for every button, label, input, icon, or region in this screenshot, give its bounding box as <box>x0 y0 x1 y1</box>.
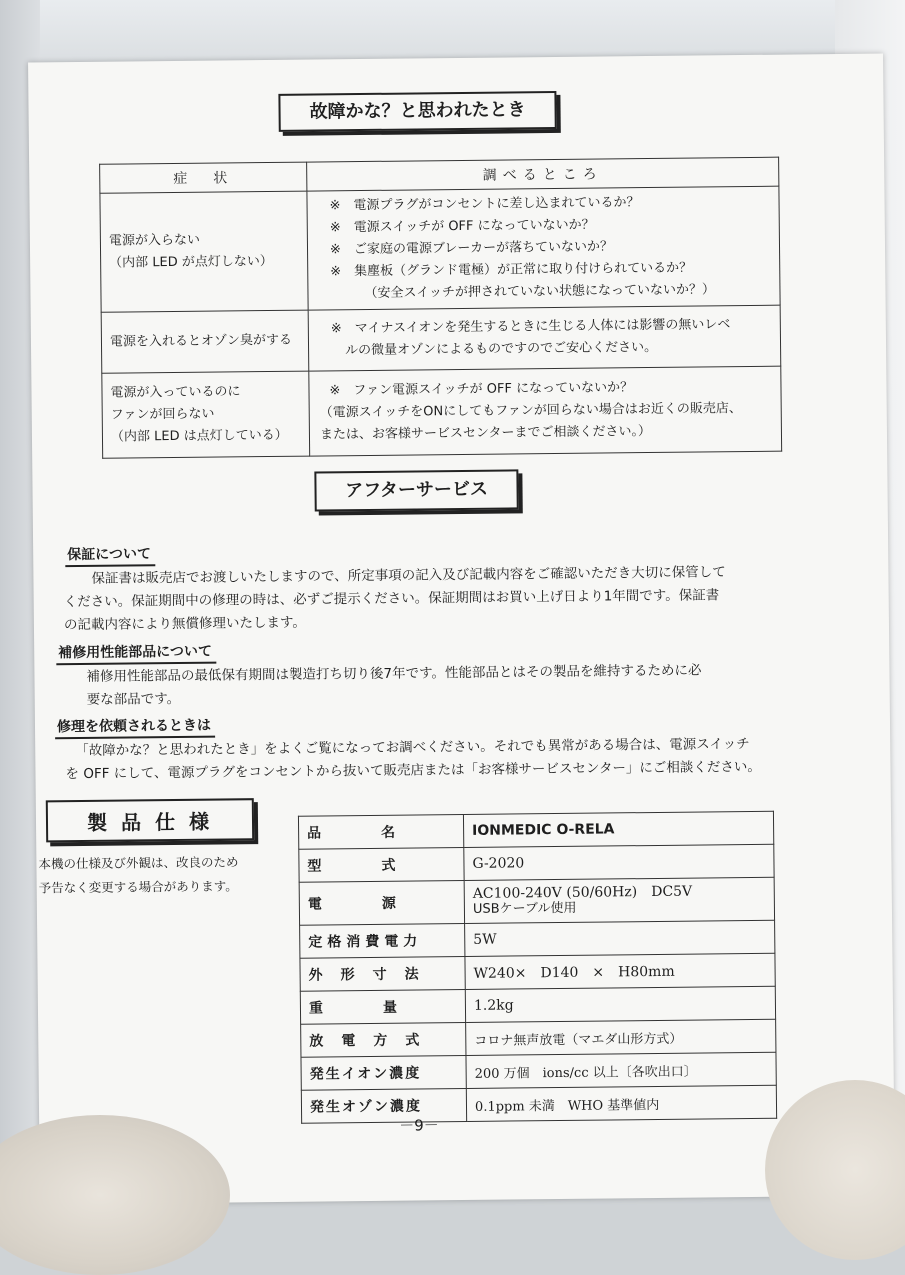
repair-parts-line: 補修用性能部品の最低保有期間は製造打ち切り後7年です。性能部品とはその製品を維持するために必 <box>86 662 702 685</box>
repair-request-line: を OFF にして、電源プラグをコンセントから抜いて販売店または「お客様サービスセンター」にご相談ください。 <box>65 758 761 783</box>
specs-note-line: 本機の仕様及び外観は、改良のため <box>38 854 239 872</box>
spec-value-line: 0.1ppm 未満 WHO 基準値内 <box>474 1097 660 1115</box>
symptom-cell <box>102 371 310 458</box>
spec-key-text: 定格消費電力 <box>308 933 423 951</box>
check-cell <box>308 305 781 371</box>
spec-key <box>298 814 463 849</box>
spec-key-text: 重量 <box>308 999 458 1017</box>
col-symptom-header: 症 状 <box>100 162 307 193</box>
check-line: ※ マイナスイオンを発生するときに生じる人体には影響の無いレベ <box>330 317 731 337</box>
check-cell <box>307 186 780 310</box>
symptom-line: （内部 LED は点灯している） <box>110 427 288 445</box>
table-row <box>300 953 775 991</box>
spec-value <box>464 877 774 923</box>
spec-value <box>466 1052 776 1088</box>
spec-value <box>465 986 775 1022</box>
table-row <box>100 186 780 312</box>
manual-page <box>28 54 895 1205</box>
table-row <box>301 1085 776 1123</box>
check-line: （電源スイッチをONにしてもファンが回らない場合はお近くの販売店、 <box>319 401 742 421</box>
table-row <box>300 986 775 1024</box>
check-line: ※ 電源プラグがコンセントに差し込まれているか？ <box>329 195 640 214</box>
warranty-label: 保証について <box>65 543 155 567</box>
table-row <box>300 920 775 958</box>
spec-value-line: USBケーブル使用 <box>472 900 577 917</box>
repair-request-line: 「故障かな？と思われたとき」をよくご覧になってお調べください。それでも異常がある場合は、電源スイッチ <box>75 735 750 760</box>
spec-value <box>466 1019 776 1055</box>
specs-table <box>298 811 777 1124</box>
symptom-cell <box>101 310 309 373</box>
check-line: ※ 集塵板（グランド電極）が正常に取り付けられているか？ <box>330 260 693 280</box>
specs-note <box>38 850 288 901</box>
symptom-line: 電源が入っているのに <box>110 384 241 401</box>
spec-key-text: 品名 <box>307 824 456 842</box>
repair-request-label: 修理を依頼されるときは <box>55 715 215 740</box>
spec-value <box>464 844 774 880</box>
check-line: ※ ご家庭の電源ブレーカーが落ちていないか？ <box>329 239 614 258</box>
table-row <box>301 1052 776 1090</box>
symptom-line: （内部 LED が点灯しない） <box>109 253 273 271</box>
check-line: ルの微量オゾンによるものですのでご安心ください。 <box>345 339 658 359</box>
troubleshooting-table <box>99 157 782 459</box>
spec-value <box>466 1085 776 1121</box>
table-row <box>298 811 773 849</box>
symptom-line: ファンが回らない <box>110 406 215 423</box>
check-cell <box>309 366 782 456</box>
spec-value-line: コロナ無声放電（マエダ山形方式） <box>474 1031 683 1049</box>
spec-key-text: 電源 <box>307 895 456 913</box>
warranty-line: の記載内容により無償修理いたします。 <box>63 614 306 634</box>
spec-key <box>299 847 464 882</box>
check-line: または、お客様サービスセンターまでご相談ください。） <box>319 424 652 443</box>
spec-value-line: W240× D140 × H80mm <box>473 963 675 982</box>
spec-value-line: 200 万個 ions/cc 以上〔各吹出口〕 <box>474 1064 697 1082</box>
table-row <box>101 305 781 373</box>
spec-key <box>299 880 464 925</box>
repair-parts-text <box>64 658 844 712</box>
spec-key <box>300 923 465 958</box>
repair-parts-label: 補修用性能部品について <box>56 641 216 666</box>
spec-value <box>463 811 773 847</box>
after-service-title: アフターサービス <box>314 469 518 511</box>
repair-request-text <box>65 732 855 786</box>
warranty-line: ください。保証期間中の修理の時は、必ずご提示ください。保証期間はお買い上げ日より1年間です。保証書 <box>63 587 720 611</box>
spec-value <box>465 953 775 989</box>
symptom-line: 電源が入らない <box>108 232 201 249</box>
spec-key <box>300 989 465 1024</box>
col-check-header: 調べるところ <box>307 157 779 191</box>
spec-key-text: 放電方式 <box>309 1032 438 1050</box>
spec-key-text: 型式 <box>307 857 456 875</box>
symptom-cell <box>100 191 308 312</box>
table-row <box>301 1019 776 1057</box>
spec-value-line: 5W <box>473 931 497 948</box>
specs-title <box>46 798 254 842</box>
check-line: ※ ファン電源スイッチが OFF になっていないか？ <box>329 380 634 399</box>
check-line: ※ 電源スイッチが OFF になっていないか？ <box>329 217 595 236</box>
spec-key-text: 外形寸法 <box>308 966 437 984</box>
symptom-line: 電源を入れるとオゾン臭がする <box>109 332 293 350</box>
spec-key <box>301 1055 466 1090</box>
spec-key <box>300 956 465 991</box>
spec-key <box>301 1088 466 1123</box>
spec-key-text: 発生イオン濃度 <box>309 1065 422 1083</box>
table-row <box>102 366 782 458</box>
repair-parts-line: 要な部品です。 <box>86 690 181 708</box>
warranty-line: 保証書は販売店でお渡しいたしますので、所定事項の記入及び記載内容をご確認いただき大切に保管して <box>91 564 726 587</box>
spec-value-line: IONMEDIC O-RELA <box>472 821 615 839</box>
spec-key-text: 発生オゾン濃度 <box>309 1098 423 1116</box>
table-row <box>299 877 774 925</box>
check-line: （安全スイッチが押されていない状態になっていないか？） <box>364 282 716 301</box>
spec-value-line: AC100-240V (50/60Hz) DC5V <box>472 883 693 902</box>
table-row <box>299 844 774 882</box>
troubleshooting-title: 故障かな？と思われたとき <box>278 91 556 132</box>
warranty-text <box>63 560 844 637</box>
spec-value <box>465 920 775 956</box>
page-number: －9－ <box>399 1116 439 1135</box>
spec-value-line: 1.2kg <box>473 997 514 1014</box>
spec-key <box>301 1022 466 1057</box>
specs-note-line: 予告なく変更する場合があります。 <box>38 878 238 896</box>
specs-title-text: 製品仕様 <box>86 809 224 835</box>
spec-value-line: G-2020 <box>472 855 525 872</box>
